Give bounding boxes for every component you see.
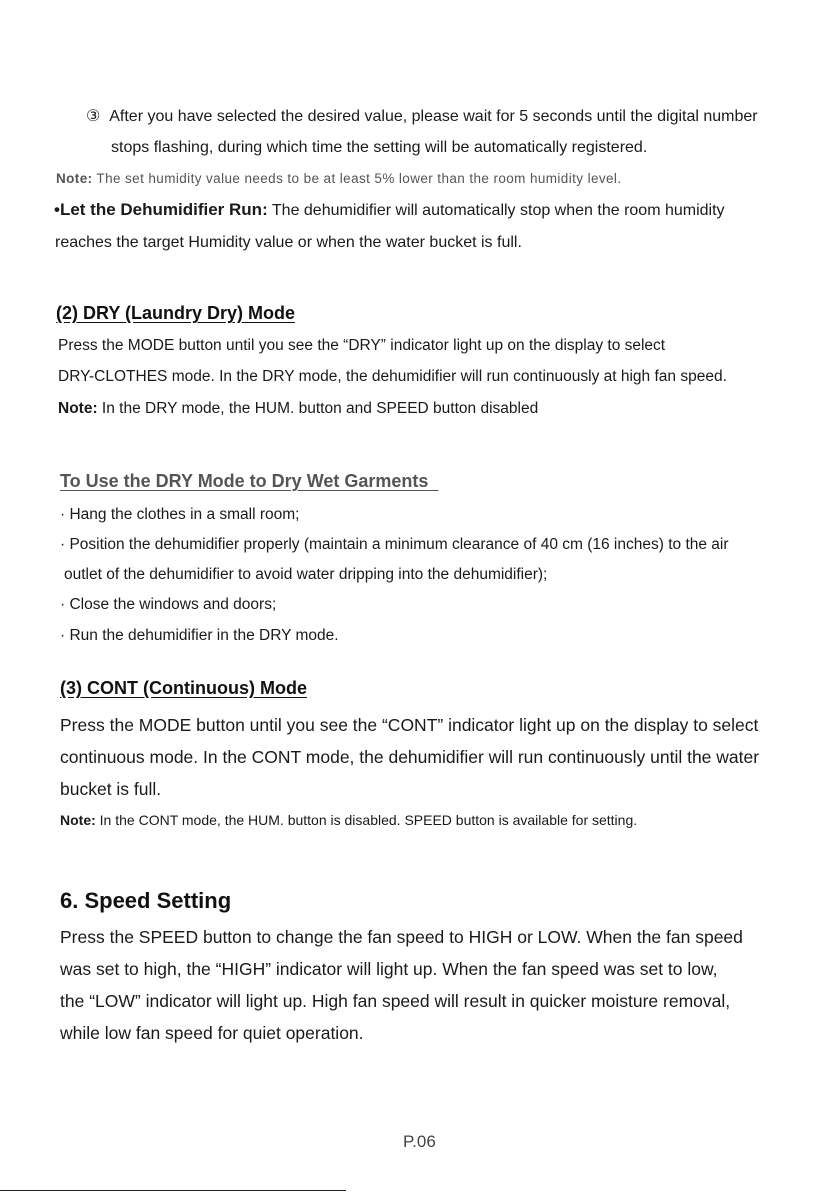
note-humidity — [56, 170, 621, 188]
step3-marker: ③ — [86, 108, 101, 125]
page-number: P.06 — [403, 1132, 436, 1151]
run-label: •Let the Dehumidifier Run: — [54, 200, 268, 219]
step3-line1 — [86, 107, 758, 127]
step3-text-line2: stops flashing, during which time the setting will be automatically registered. — [111, 139, 648, 156]
footer-rule — [0, 1190, 346, 1191]
speed-setting-title: 6. Speed Setting — [60, 888, 232, 913]
step3-text-line1: After you have selected the desired value, please wait for 5 seconds until the digital number — [109, 108, 758, 125]
cont-line2: continuous mode. In the CONT mode, the dehumidifier will run continuously until the water — [60, 747, 760, 767]
cont-note-text: In the CONT mode, the HUM. button is disabled. SPEED button is available for setting. — [99, 812, 638, 828]
cont-note-label: Note: — [60, 812, 96, 828]
dry-line2: DRY-CLOTHES mode. In the DRY mode, the dehumidifier will run continuously at high fan speed. — [58, 368, 727, 385]
speed-line4: while low fan speed for quiet operation. — [60, 1023, 364, 1043]
dry-note — [58, 399, 538, 419]
cont-note — [60, 811, 637, 829]
note-label: Note: — [56, 171, 93, 186]
dry-line1: Press the MODE button until you see the “DRY” indicator light up on the display to select — [58, 337, 666, 354]
cont-line3: bucket is full. — [60, 779, 162, 799]
dry-mode-heading: (2) DRY (Laundry Dry) Mode — [56, 303, 296, 323]
garments-heading — [60, 471, 438, 492]
garments-item-2a: · Position the dehumidifier properly (maintain a minimum clearance of 40 cm (16 inches) to the air — [60, 536, 729, 553]
garments-item-4: · Run the dehumidifier in the DRY mode. — [60, 627, 339, 644]
garments-heading-text: To Use the DRY Mode to Dry Wet Garments — [60, 471, 429, 491]
note-text: The set humidity value needs to be at least 5% lower than the room humidity level. — [96, 171, 622, 186]
speed-line1: Press the SPEED button to change the fan speed to HIGH or LOW. When the fan speed — [60, 927, 743, 947]
run-paragraph-line1 — [54, 200, 725, 221]
dry-note-label: Note: — [58, 400, 98, 417]
dry-note-text: In the DRY mode, the HUM. button and SPEED button disabled — [101, 400, 539, 417]
garments-item-1: · Hang the clothes in a small room; — [60, 506, 300, 523]
cont-line1: Press the MODE button until you see the “CONT” indicator light up on the display to select — [60, 715, 759, 735]
cont-mode-heading: (3) CONT (Continuous) Mode — [60, 678, 307, 698]
speed-line3: the “LOW” indicator will light up. High fan speed will result in quicker moisture removal, — [60, 991, 731, 1011]
speed-line2: was set to high, the “HIGH” indicator will light up. When the fan speed was set to low, — [60, 959, 718, 979]
run-text-line2: reaches the target Humidity value or when the water bucket is full. — [55, 234, 522, 251]
run-text-line1: The dehumidifier will automatically stop when the room humidity — [271, 202, 725, 219]
garments-item-3: · Close the windows and doors; — [60, 596, 277, 613]
garments-item-2b: outlet of the dehumidifier to avoid water dripping into the dehumidifier); — [64, 566, 548, 583]
